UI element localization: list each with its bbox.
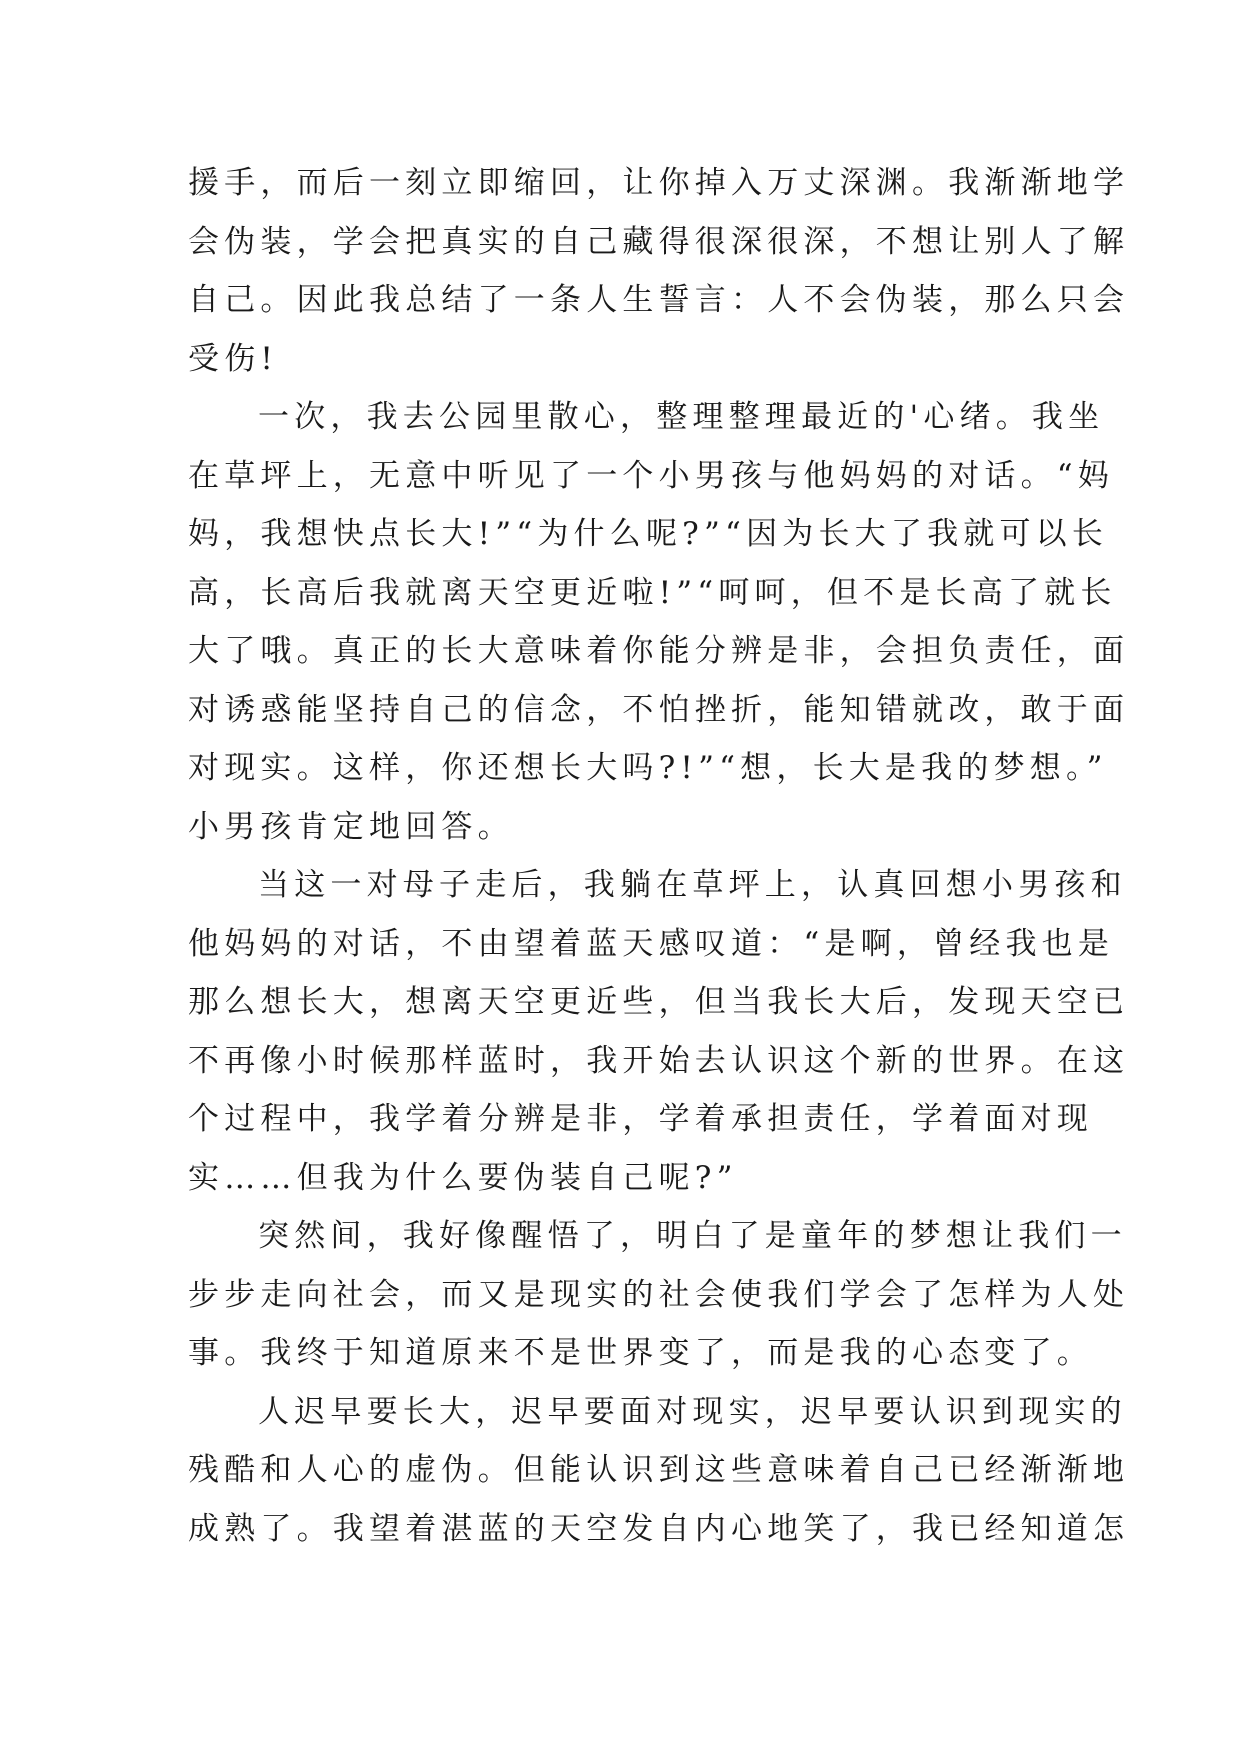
text-line: 事。我终于知道原来不是世界变了，而是我的心态变了。 (188, 1335, 1093, 1371)
text-line: 受伤! (188, 340, 279, 377)
text-line: 不再像小时候那样蓝时，我开始去认识这个新的世界。在这 (188, 1042, 1130, 1079)
text-line: 小男孩肯定地回答。 (188, 808, 514, 845)
text-line: 个过程中，我学着分辨是非，学着承担责任，学着面对现 (188, 1101, 1093, 1137)
text-line: 大了哦。真正的长大意味着你能分辨是非，会担负责任，面 (188, 633, 1130, 669)
text-line: 自己。因此我总结了一条人生誓言：人不会伪装，那么只会 (188, 282, 1130, 318)
text-line: 实……但我为什么要伪装自己呢?” (188, 1159, 738, 1196)
text-line: 一次，我去公园里散心，整理整理最近的'心绪。我坐 (258, 399, 1105, 435)
text-line: 人迟早要长大，迟早要面对现实，迟早要认识到现实的 (258, 1393, 1127, 1430)
text-line: 妈，我想快点长大!”“为什么呢?”“因为长大了我就可以长 (188, 516, 1109, 552)
text-line: 他妈妈的对话，不由望着蓝天感叹道：“是啊，曾经我也是 (188, 925, 1115, 962)
text-line: 突然间，我好像醒悟了，明白了是童年的梦想让我们一 (258, 1218, 1127, 1254)
text-line: 高，长高后我就离天空更近啦!”“呵呵，但不是长高了就长 (188, 574, 1117, 611)
text-line: 在草坪上，无意中听见了一个小男孩与他妈妈的对话。“妈 (188, 457, 1115, 494)
text-line: 步步走向社会，而又是现实的社会使我们学会了怎样为人处 (188, 1276, 1130, 1313)
text-line: 对现实。这样，你还想长大吗?!”“想，长大是我的梦想。” (188, 750, 1108, 786)
text-line: 当这一对母子走后，我躺在草坪上，认真回想小男孩和 (258, 867, 1127, 903)
text-line: 对诱惑能坚持自己的信念，不怕挫折，能知错就改，敢于面 (188, 691, 1130, 728)
text-line: 援手，而后一刻立即缩回，让你掉入万丈深渊。我渐渐地学 (188, 165, 1130, 201)
text-line: 成熟了。我望着湛蓝的天空发自内心地笑了，我已经知道怎 (188, 1510, 1130, 1547)
text-line: 残酷和人心的虚伪。但能认识到这些意味着自己已经渐渐地 (188, 1452, 1130, 1488)
text-line: 会伪装，学会把真实的自己藏得很深很深，不想让别人了解 (188, 223, 1130, 260)
body-text (188, 154, 1130, 1558)
text-line: 那么想长大，想离天空更近些，但当我长大后，发现天空已 (188, 984, 1130, 1020)
